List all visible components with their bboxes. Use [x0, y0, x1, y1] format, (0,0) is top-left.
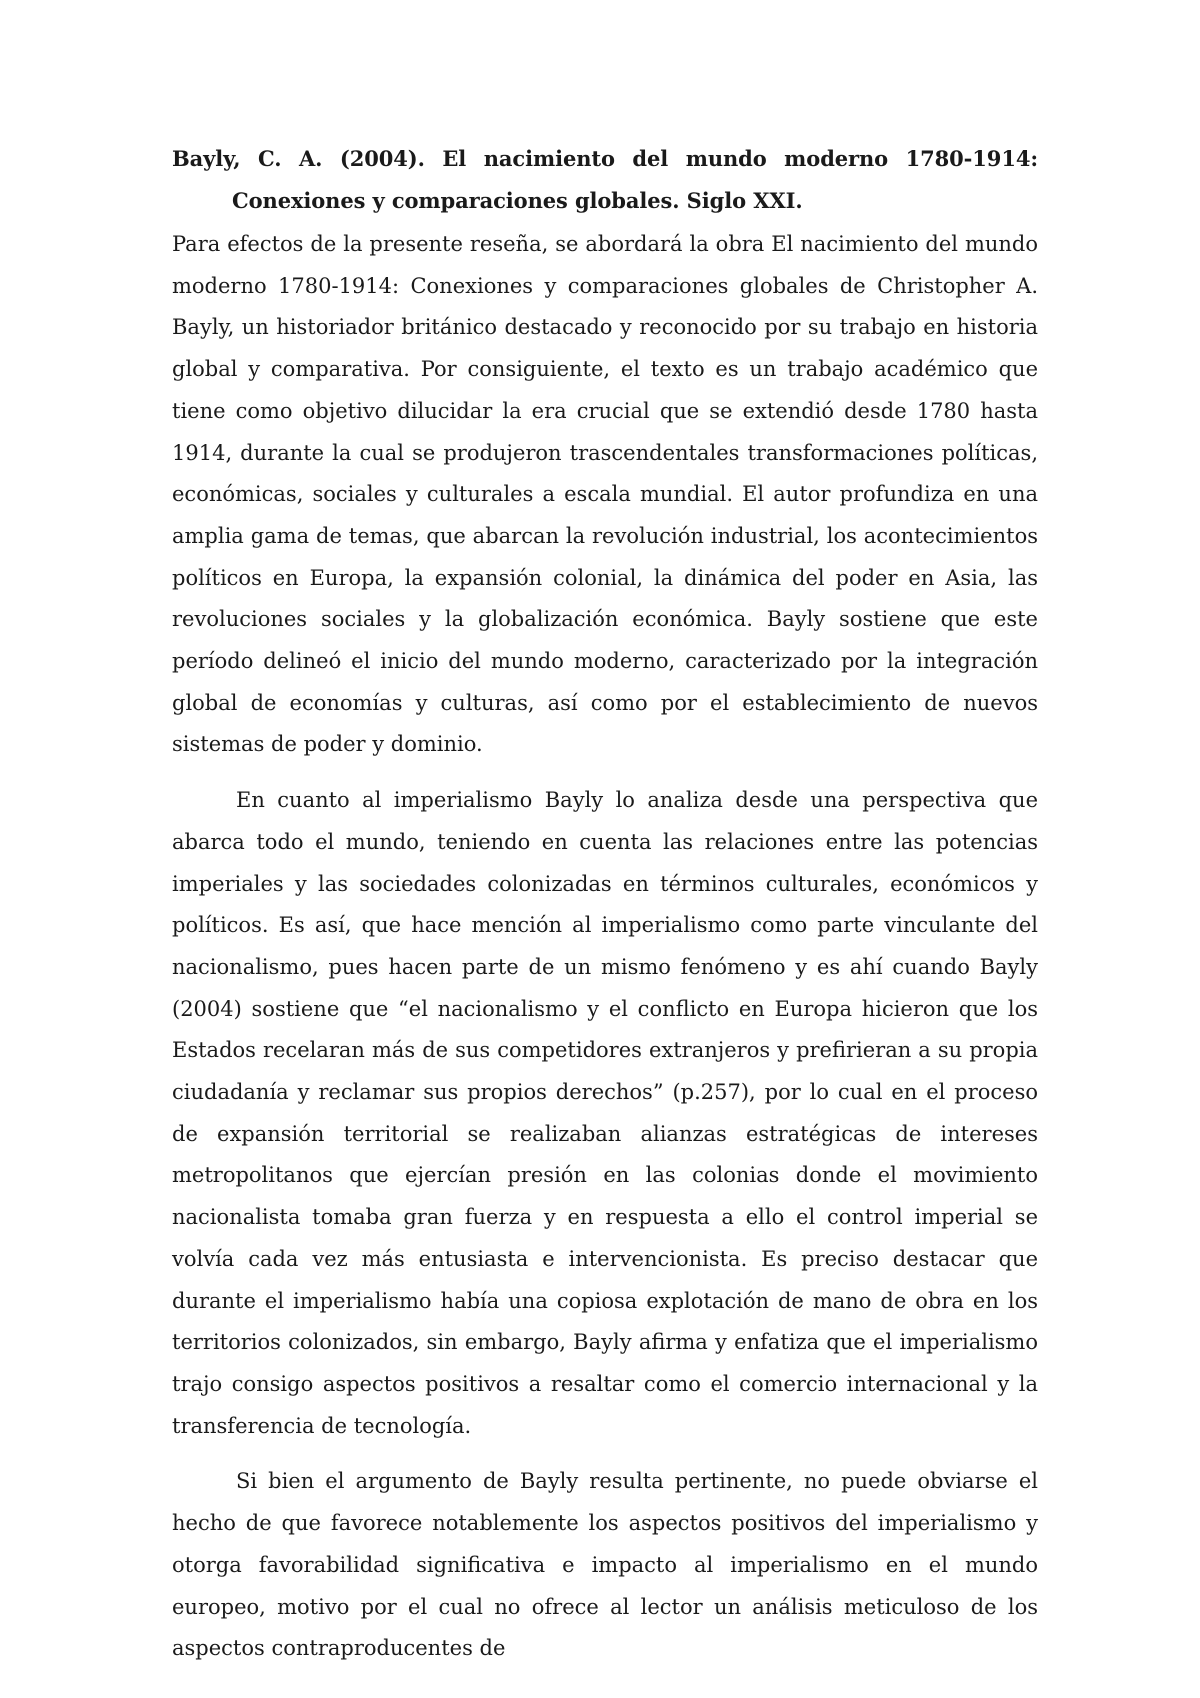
paragraph-introduction: Para efectos de la presente reseña, se abordará la obra El nacimiento del mundo moderno 1780-1914: Conexiones y comparaciones globales de Christopher A. Bayly, un historiador británico destacado y reconocido por su trabajo en historia global y comparativa. Por consiguiente, el texto es un trabajo académico que tiene como objetivo dilucidar la era crucial que se extendió desde 1780 hasta 1914, durante la cual se produjeron trascendentales transformaciones políticas, económicas, sociales y culturales a escala mundial. El autor profundiza en una amplia gama de temas, que abarcan la revolución industrial, los acontecimientos políticos en Europa, la expansión colonial, la dinámica del poder en Asia, las revoluciones sociales y la globalización económica. Bayly sostiene que este período delineó el inicio del mundo moderno, caracterizado por la integración global de economías y culturas, así como por el establecimiento de nuevos sistemas de poder y dominio. [172, 232, 1038, 757]
bibliographic-reference: Bayly, C. A. (2004). El nacimiento del mundo moderno 1780-1914: Conexiones y comparaciones globales. Siglo XXI. [172, 146, 1038, 213]
paragraph-critique: Si bien el argumento de Bayly resulta pertinente, no puede obviarse el hecho de que favorece notablemente los aspectos positivos del imperialismo y otorga favorabilidad significativa e impacto al imperialismo en el mundo europeo, motivo por el cual no ofrece al lector un análisis meticuloso de los aspectos contraproducentes de [172, 1469, 1038, 1661]
paragraph-imperialism: En cuanto al imperialismo Bayly lo analiza desde una perspectiva que abarca todo el mundo, teniendo en cuenta las relaciones entre las potencias imperiales y las sociedades colonizadas en términos culturales, económicos y políticos. Es así, que hace mención al imperialismo como parte vinculante del nacionalismo, pues hacen parte de un mismo fenómeno y es ahí cuando Bayly (2004) sostiene que “el nacionalismo y el conflicto en Europa hicieron que los Estados recelaran más de sus competidores extranjeros y prefirieran a su propia ciudadanía y reclamar sus propios derechos” (p.257), por lo cual en el proceso de expansión territorial se realizaban alianzas estratégicas de intereses metropolitanos que ejercían presión en las colonias donde el movimiento nacionalista tomaba gran fuerza y en respuesta a ello el control imperial se volvía cada vez más entusiasta e intervencionista. Es preciso destacar que durante el imperialismo había una copiosa explotación de mano de obra en los territorios colonizados, sin embargo, Bayly afirma y enfatiza que el imperialismo trajo consigo aspectos positivos a resaltar como el comercio internacional y la transferencia de tecnología. [172, 788, 1038, 1438]
document-body [172, 138, 1038, 1670]
